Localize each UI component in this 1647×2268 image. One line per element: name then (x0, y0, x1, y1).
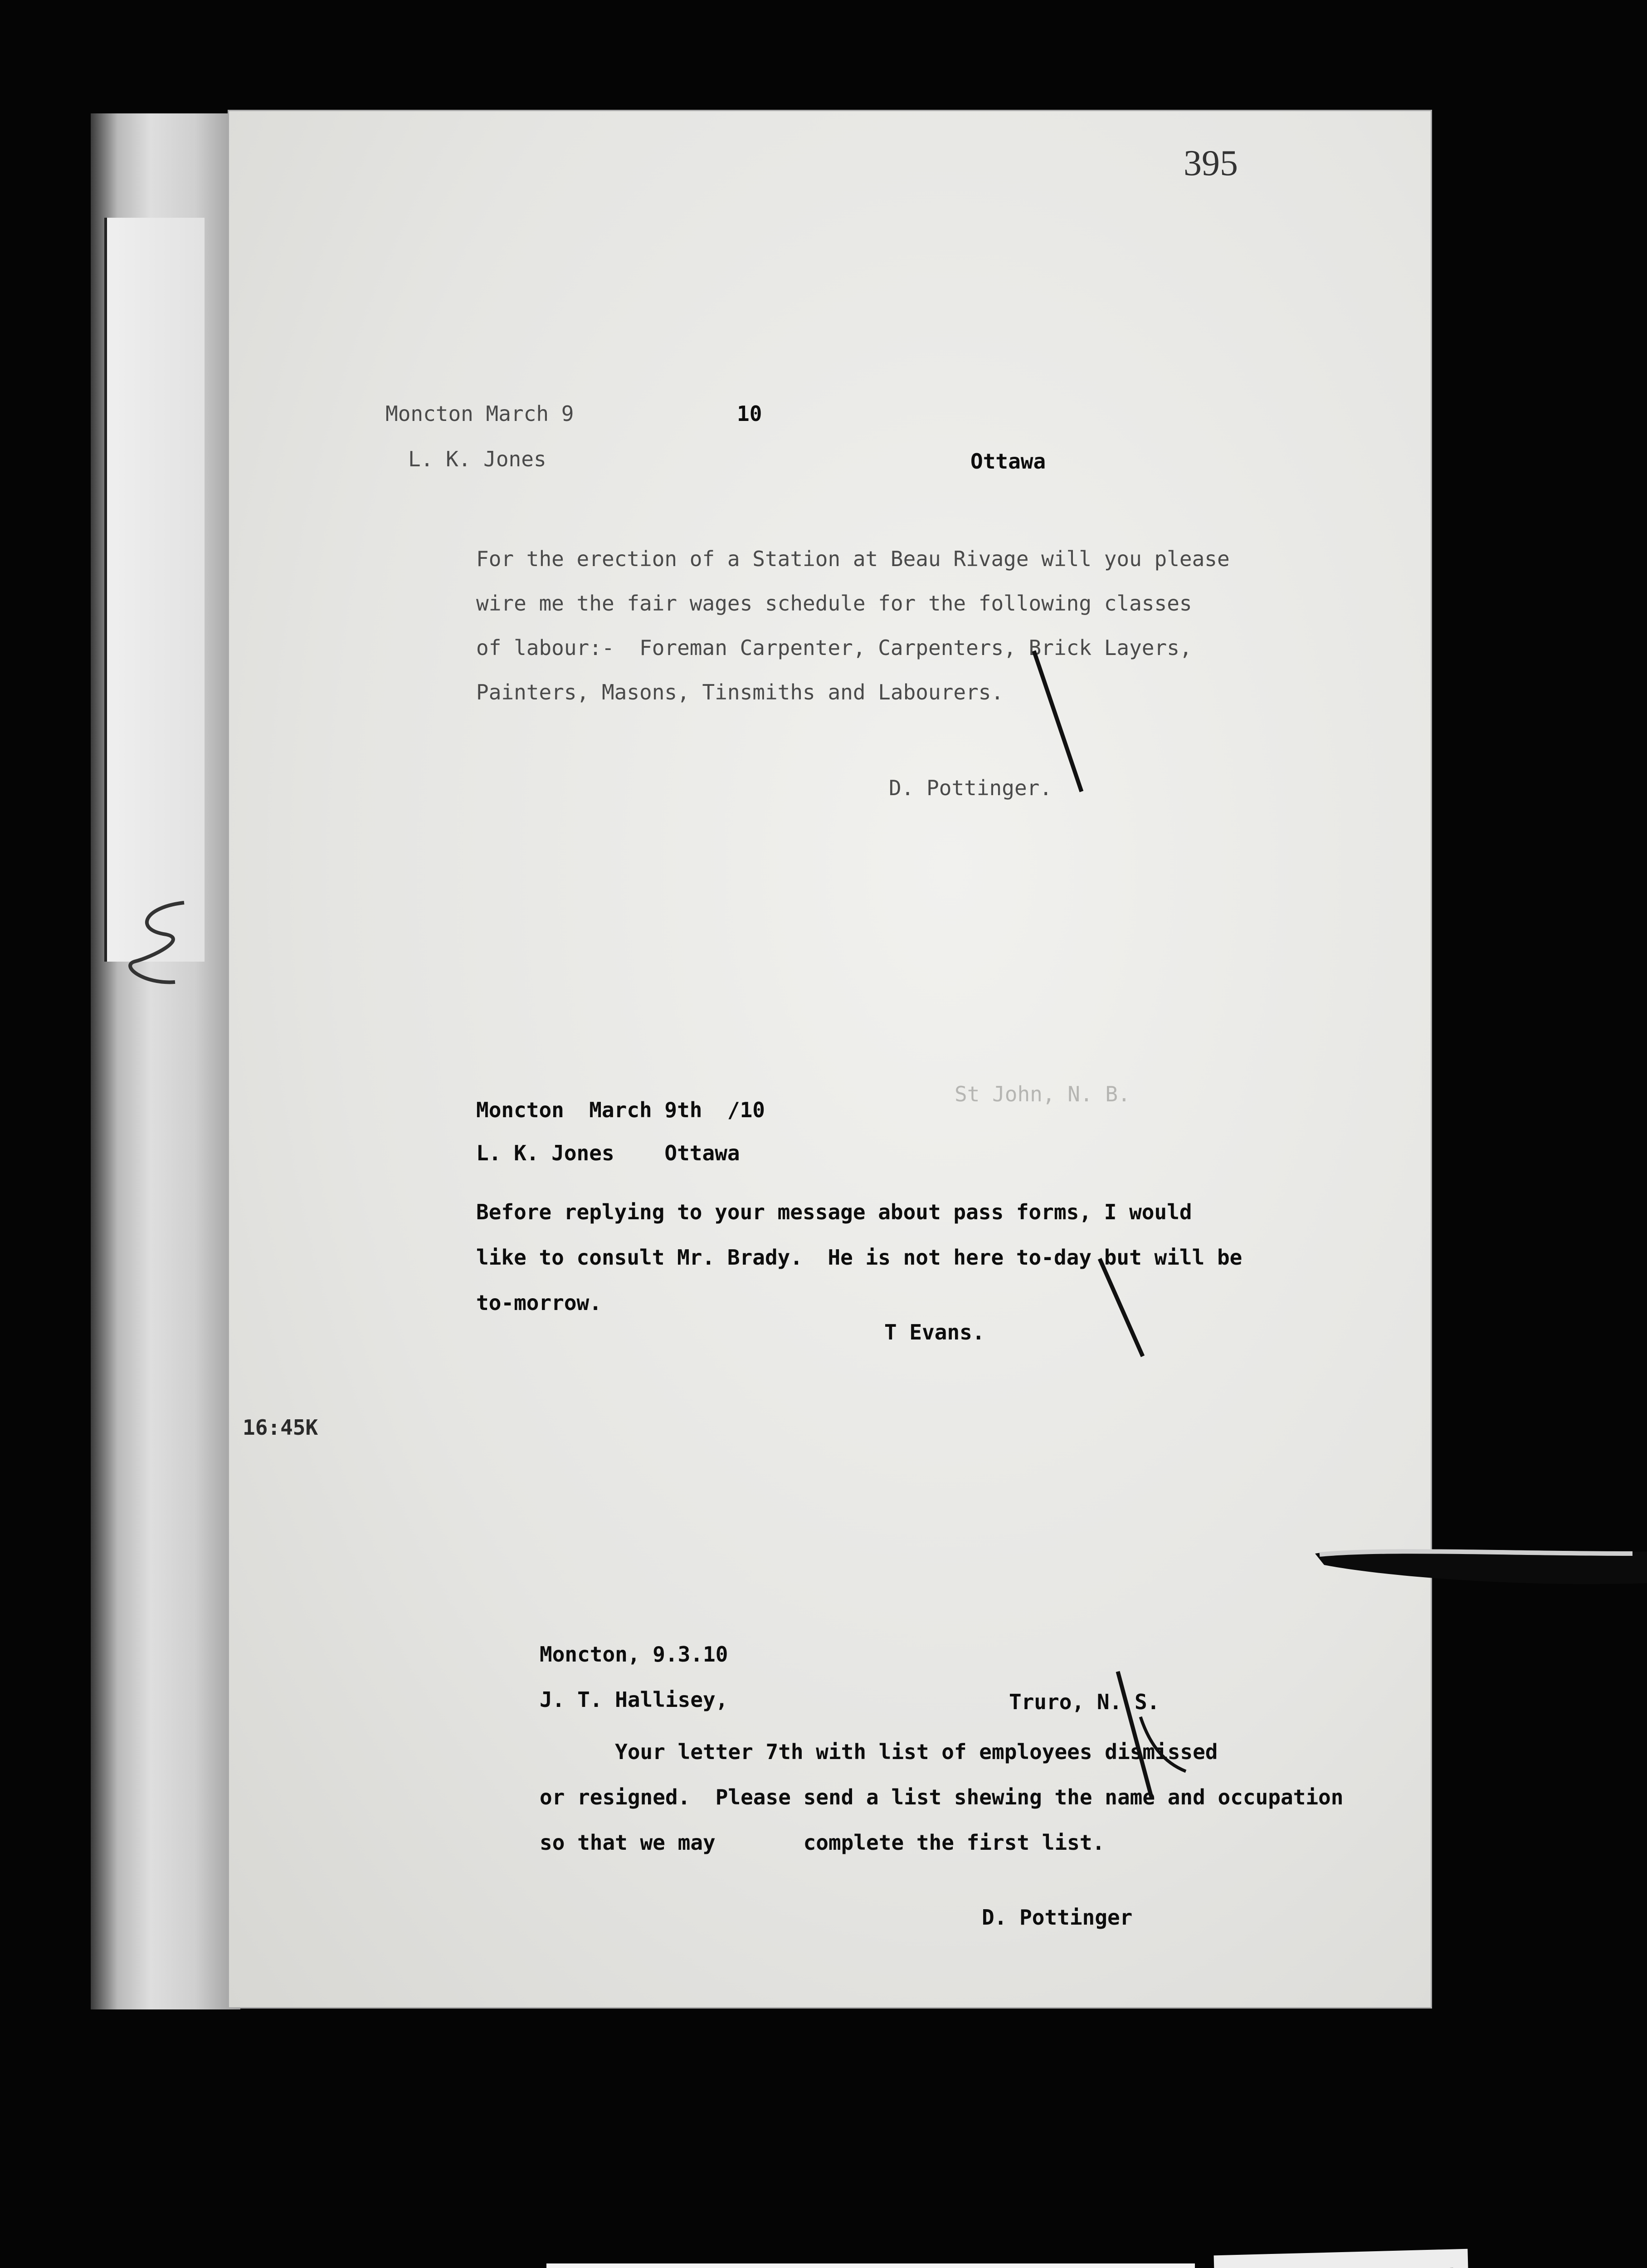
telegram-1-year: 10 (737, 401, 762, 426)
telegram-3-addressee: J. T. Hallisey, (540, 1687, 728, 1712)
handwritten-mark-icon (116, 898, 193, 989)
binder-tab (104, 218, 205, 962)
telegram-2-body-line: Before replying to your message about pass forms, I would (476, 1200, 1192, 1224)
pen-icon (1315, 1540, 1647, 1590)
timestamp: 16:45K (243, 1415, 318, 1440)
telegram-2-body-line: like to consult Mr. Brady. He is not here to-day but will be (476, 1245, 1243, 1270)
document-page (229, 111, 1431, 2007)
checkmark-strokes-icon (229, 111, 1431, 2007)
telegram-1-addressee: L. K. Jones (408, 447, 546, 471)
telegram-1-place-date: Moncton March 9 (385, 401, 574, 426)
archive-label (546, 2263, 1195, 2268)
telegram-1-body-line: Painters, Masons, Tinsmiths and Labourers. (476, 680, 1004, 704)
telegram-1-body-line: of labour:- Foreman Carpenter, Carpenters, Brick Layers, (476, 635, 1192, 660)
telegram-1-body-line: wire me the fair wages schedule for the following classes (476, 591, 1192, 616)
telegram-3-signature: D. Pottinger (982, 1905, 1133, 1930)
blurred-stamp (1214, 2249, 1471, 2268)
telegram-3-body-line: so that we may complete the first list. (540, 1830, 1105, 1855)
telegram-3-body-line: Your letter 7th with list of employees dismissed (540, 1740, 1218, 1764)
telegram-2-place-date: Moncton March 9th /10 (476, 1098, 765, 1122)
telegram-2-addressee: L. K. Jones Ottawa (476, 1141, 740, 1165)
telegram-3-place-date: Moncton, 9.3.10 (540, 1642, 728, 1667)
telegram-2-body-line: to-morrow. (476, 1290, 602, 1315)
telegram-1-destination: Ottawa (970, 449, 1046, 474)
telegram-2-faint-note: St John, N. B. (955, 1082, 1130, 1106)
telegram-3-destination: Truro, N. S. (1009, 1690, 1160, 1714)
telegram-2-signature: T Evans. (884, 1320, 985, 1344)
page-number: 395 (1184, 143, 1238, 183)
telegram-1-body-line: For the erection of a Station at Beau Rivage will you please (476, 547, 1230, 571)
telegram-1-signature: D. Pottinger. (889, 776, 1053, 800)
telegram-3-body-line: or resigned. Please send a list shewing the name and occupation (540, 1785, 1344, 1809)
